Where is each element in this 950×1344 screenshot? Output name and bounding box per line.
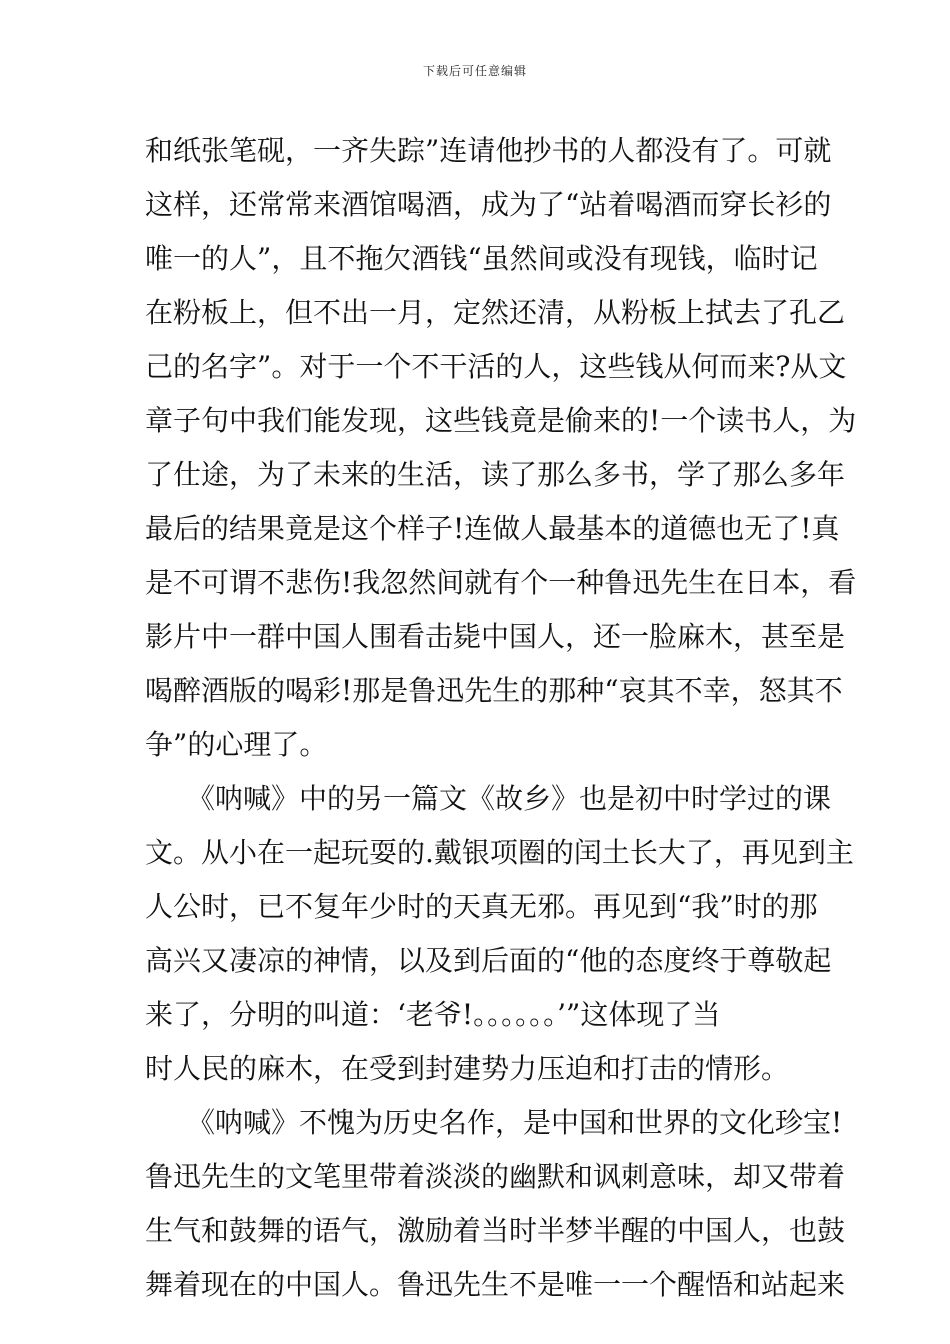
text-line: 《呐喊》中的另一篇文《故乡》也是初中时学过的课	[145, 782, 832, 815]
text-line: 唯一的人”，且不拖欠酒钱“虽然间或没有现钱，临时记	[145, 242, 818, 275]
text-line: 鲁迅先生的文笔里带着淡淡的幽默和讽刺意味，却又带着	[145, 1160, 846, 1193]
text-line: 章子句中我们能发现，这些钱竟是偷来的!一个读书人，为	[145, 404, 857, 437]
text-line: 己的名字”。对于一个不干活的人，这些钱从何而来?从文	[145, 350, 847, 383]
body-text	[145, 124, 857, 1312]
text-line: 来了，分明的叫道：‘老爷!。。。。。。’”这体现了当	[145, 998, 721, 1031]
text-line: 生气和鼓舞的语气，激励着当时半梦半醒的中国人，也鼓	[145, 1214, 846, 1247]
text-line: 是不可谓不悲伤!我忽然间就有个一种鲁迅先生在日本，看	[145, 566, 857, 599]
text-line: 争”的心理了。	[145, 728, 328, 761]
page-header: 下载后可任意编辑	[422, 64, 527, 78]
text-line: 人公时，已不复年少时的天真无邪。再见到“我”时的那	[145, 890, 818, 923]
text-line: 舞着现在的中国人。鲁迅先生不是唯一一个醒悟和站起来	[145, 1268, 846, 1301]
text-line: 了仕途，为了未来的生活，读了那么多书，学了那么多年	[145, 458, 846, 491]
text-line: 影片中一群中国人围看击毙中国人，还一脸麻木，甚至是	[145, 620, 846, 653]
text-line: 时人民的麻木，在受到封建势力压迫和打击的情形。	[145, 1052, 790, 1085]
text-line: 文。从小在一起玩耍的.戴银项圈的闰土长大了，再见到主	[145, 836, 854, 869]
text-line: 在粉板上，但不出一月，定然还清，从粉板上拭去了孔乙	[145, 296, 846, 329]
text-line: 最后的结果竟是这个样子!连做人最基本的道德也无了!真	[145, 512, 840, 545]
text-line: 高兴又凄凉的神情，以及到后面的“他的态度终于尊敬起	[145, 944, 832, 977]
text-line: 这样，还常常来酒馆喝酒，成为了“站着喝酒而穿长衫的	[145, 188, 832, 221]
text-line: 和纸张笔砚，一齐失踪”连请他抄书的人都没有了。可就	[145, 134, 832, 167]
text-line: 喝醉酒版的喝彩!那是鲁迅先生的那种“哀其不幸，怒其不	[145, 674, 843, 707]
text-line: 《呐喊》不愧为历史名作，是中国和世界的文化珍宝!	[145, 1106, 843, 1139]
